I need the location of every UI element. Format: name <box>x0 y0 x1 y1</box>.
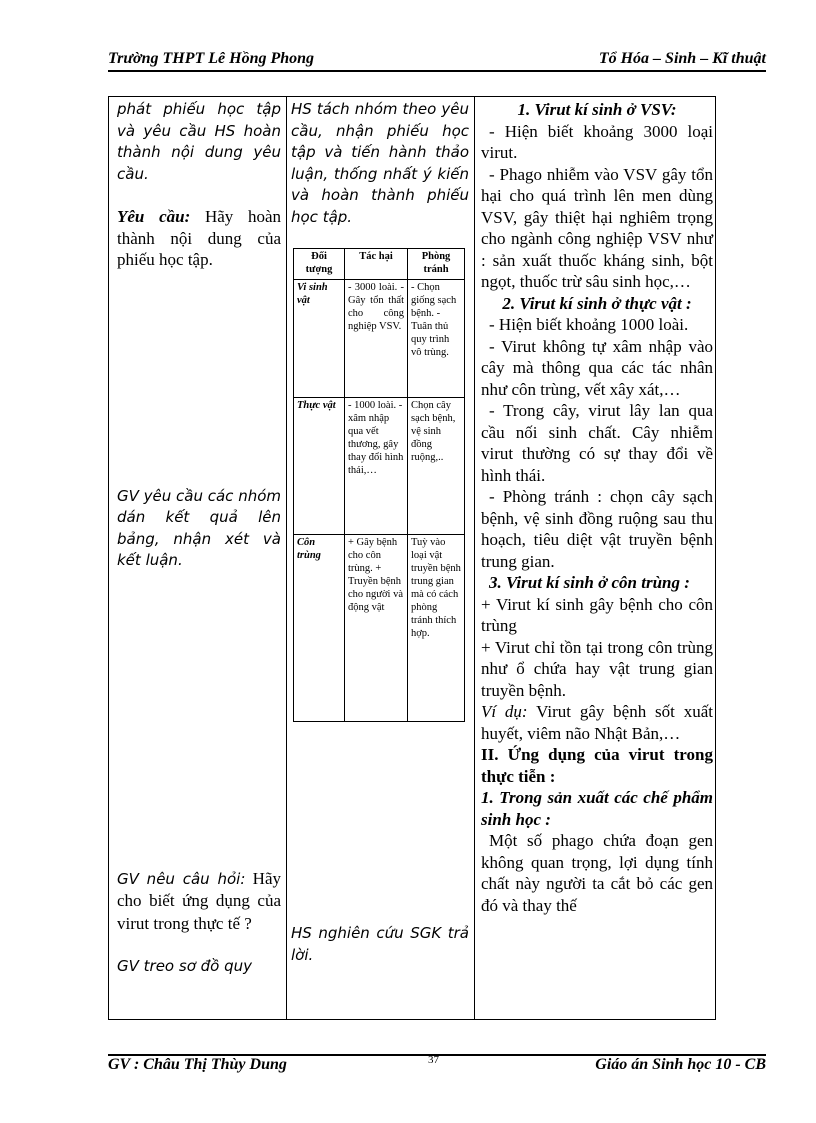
content-paragraph: - Phòng tránh : chọn cây sạch bệnh, vệ sinh đồng ruộng sau thu hoạch, tiêu diệt vật truyền bệnh trung gian. <box>481 487 713 571</box>
school-name: Trường THPT Lê Hồng Phong <box>108 50 315 67</box>
section-heading-vsv: 1. Virut kí sinh ở VSV: <box>517 100 677 119</box>
content-paragraph: - Virut không tự xâm nhập vào cây mà thông qua các tác nhân như côn trùng, vết xây xát,… <box>481 336 713 399</box>
document-title: Giáo án Sinh học 10 - CB <box>595 1056 766 1073</box>
row-harm: - 1000 loài. - xâm nhập qua vết thương, gây thay đổi hình thái,… <box>345 398 408 535</box>
teacher-instruction-2: GV yêu cầu các nhóm dán kết quả lên bảng, nhận xét và kết luận. <box>117 486 282 569</box>
content-paragraph: - Hiện biết khoảng 1000 loài. <box>489 315 689 334</box>
teacher-question: GV nêu câu hỏi: Hãy cho biết ứng dụng của virut trong thực tế ? <box>117 868 281 933</box>
row-subject: Thực vật <box>294 398 345 535</box>
header-prevention: Phòng tránh <box>408 249 465 280</box>
page-number: 37 <box>428 1054 439 1066</box>
example-paragraph: Ví dụ: Virut gây bệnh sốt xuất huyết, viêm não Nhật Bản,… <box>481 702 713 743</box>
header-subject: Đối tượng <box>294 249 345 280</box>
teacher-instruction-3: GV treo sơ đồ quy <box>117 957 253 975</box>
header-harm: Tác hại <box>345 249 408 280</box>
content-paragraph: - Hiện biết khoảng 3000 loại virut. <box>481 121 713 162</box>
row-subject: Côn trùng <box>294 535 345 722</box>
teacher-instruction-1: phát phiếu học tập và yêu cầu HS hoàn thành nội dung yêu cầu. <box>117 100 281 183</box>
content-paragraph: - Phago nhiễm vào VSV gây tổn hại cho quá trình lên men dùng VSV, gây thiệt hại nghiêm trọng cho ngành công nghiệp VSV như : sản xuất thuốc kháng sinh, bột ngọt, thuốc trừ sâu sinh học,… <box>481 164 713 291</box>
row-prevention: - Chọn giống sạch bệnh. - Tuân thủ quy trình vô trùng. <box>408 280 465 398</box>
row-harm: - 3000 loài. - Gây tổn thất cho công nghiệp VSV. <box>345 280 408 398</box>
content-paragraph: Một số phago chứa đoạn gen không quan trọng, lợi dụng tính chất này người ta cắt bỏ các gen đó và thay thế <box>481 831 713 915</box>
teacher-activity-column <box>117 99 281 978</box>
column-divider-1 <box>286 97 287 1019</box>
row-subject: Vi sinh vật <box>294 280 345 398</box>
section-heading-applications: II. Ứng dụng của virut trong thực tiễn : <box>481 745 713 786</box>
row-prevention: Tuỳ vào loại vật truyền bệnh trung gian mà có cách phòng tránh thích hợp. <box>408 535 465 722</box>
row-harm: + Gây bệnh cho côn trùng. + Truyền bệnh cho người và động vật <box>345 535 408 722</box>
requirement: Yêu cầu: Hãy hoàn thành nội dung của phiếu học tập. <box>117 207 282 269</box>
row-prevention: Chọn cây sạch bệnh, vệ sinh đồng ruộng,.. <box>408 398 465 535</box>
content-paragraph: + Virut chỉ tồn tại trong côn trùng như ổ chứa hay vật trung gian truyền bệnh. <box>481 637 713 700</box>
section-heading-plant: 2. Virut kí sinh ở thực vật : <box>502 293 692 313</box>
student-activity-2: HS nghiên cứu SGK trả lời. <box>291 924 469 964</box>
section-heading-insect: 3. Virut kí sinh ở côn trùng : <box>489 573 690 592</box>
subsection-heading-bioproducts: 1. Trong sản xuất các chế phẩm sinh học : <box>481 788 713 829</box>
teacher-name: GV : Châu Thị Thùy Dung <box>108 1056 287 1073</box>
column-divider-2 <box>474 97 475 1019</box>
content-column <box>481 99 713 916</box>
page-header <box>108 50 766 70</box>
worksheet-table <box>293 248 465 722</box>
content-paragraph: - Trong cây, virut lây lan qua cầu nối sinh chất. Cây nhiễm virut thường có sự thay đổi về hình thái. <box>481 401 713 485</box>
header-rule <box>108 70 766 72</box>
lesson-table <box>108 96 716 1020</box>
content-paragraph: + Virut kí sinh gây bệnh cho côn trùng <box>481 594 713 635</box>
page-footer <box>108 1056 766 1078</box>
department-name: Tổ Hóa – Sinh – Kĩ thuật <box>598 50 766 67</box>
student-activity-1: HS tách nhóm theo yêu cầu, nhận phiếu học tập và tiến hành thảo luận, thống nhất ý kiến và hoàn thành phiếu học tập. <box>291 100 469 226</box>
